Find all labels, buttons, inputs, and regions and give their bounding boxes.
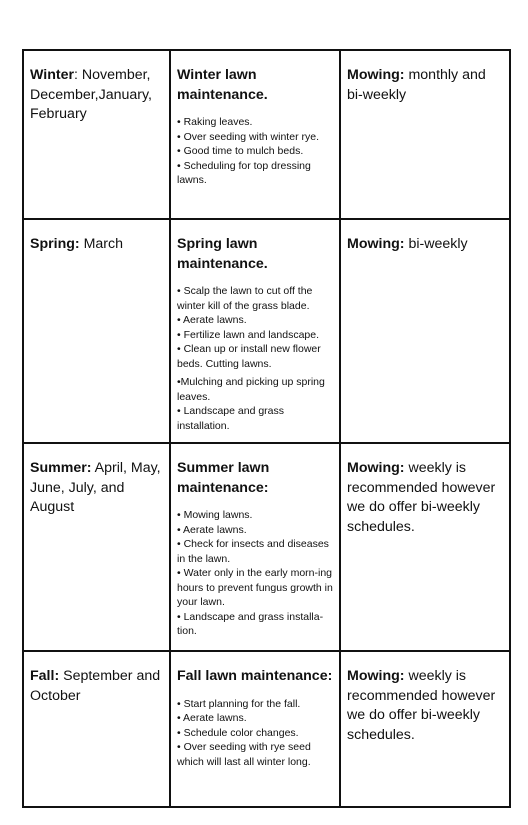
task-item: • Mowing lawns. xyxy=(177,509,253,521)
mowing-label: Mowing: xyxy=(347,668,405,684)
mowing-label: Mowing: xyxy=(347,460,405,476)
season-cell xyxy=(23,443,170,651)
season-months: April, May, June, July, and August xyxy=(30,460,161,515)
season-months: September and October xyxy=(30,668,161,704)
task-item: • Aerate lawns. xyxy=(177,314,247,326)
mowing-cell xyxy=(340,219,510,443)
mowing-frequency: monthly and bi-weekly xyxy=(347,67,486,103)
task-item: • Raking leaves. xyxy=(177,116,253,128)
task-item: • Landscape and grass installa-tion. xyxy=(177,610,324,637)
task-item: • Over seeding with rye seed which will last all winter long. xyxy=(177,741,311,768)
tasks-cell xyxy=(170,651,340,807)
task-item: • Check for insects and diseases in the lawn. xyxy=(177,538,329,565)
tasks-title: Winter lawn maintenance. xyxy=(177,67,268,103)
task-item: • Clean up or install new flower beds. Cutting lawns. xyxy=(177,343,321,370)
task-item: • Aerate lawns. xyxy=(177,523,247,536)
task-item: • Aerate lawns. xyxy=(177,712,247,724)
tasks-title: Summer lawn maintenance: xyxy=(177,460,270,496)
season-name: Spring: xyxy=(30,236,80,252)
season-cell xyxy=(23,50,170,219)
task-item: • Schedule color changes. xyxy=(177,726,299,739)
mowing-label: Mowing: xyxy=(347,67,405,83)
task-item: • Start planning for the fall. xyxy=(177,697,301,710)
mowing-frequency: bi-weekly xyxy=(404,236,468,252)
task-item: • Good time to mulch beds. xyxy=(177,145,304,157)
tasks-cell xyxy=(170,50,340,219)
task-item: • Scalp the lawn to cut off the winter kill of the grass blade. xyxy=(177,285,313,312)
tasks-cell xyxy=(170,443,340,651)
table-row-winter xyxy=(23,50,510,219)
tasks-title: Fall lawn maintenance: xyxy=(177,668,333,684)
season-months: : November, December,January, February xyxy=(30,67,152,122)
task-item: • Fertilize lawn and landscape. xyxy=(177,328,320,341)
mowing-cell xyxy=(340,50,510,219)
mowing-label: Mowing: xyxy=(347,236,405,252)
mowing-frequency: weekly is recommended however we do offer bi-weekly schedules. xyxy=(347,668,496,743)
tasks-title: Spring lawn maintenance. xyxy=(177,236,268,272)
season-months: March xyxy=(79,236,124,252)
task-item: • Landscape and grass installation. xyxy=(177,405,284,432)
task-item: •Mulching and picking up spring leaves. xyxy=(177,376,325,403)
task-item: • Scheduling for top dressing lawns. xyxy=(177,159,311,186)
table-row-fall xyxy=(23,651,510,807)
tasks-cell xyxy=(170,219,340,443)
mowing-cell xyxy=(340,651,510,807)
season-name: Summer: xyxy=(30,460,92,476)
season-name: Fall: xyxy=(30,668,60,684)
season-name: Winter xyxy=(30,67,75,83)
table-row-spring xyxy=(23,219,510,443)
mowing-frequency: weekly is recommended however we do offer bi-weekly schedules. xyxy=(347,460,496,535)
task-item: • Over seeding with winter rye. xyxy=(177,130,319,143)
season-cell xyxy=(23,219,170,443)
mowing-cell xyxy=(340,443,510,651)
table-row-summer xyxy=(23,443,510,651)
task-item: • Water only in the early morn-ing hours to prevent fungus growth in your lawn. xyxy=(177,567,333,608)
season-cell xyxy=(23,651,170,807)
lawn-schedule-table xyxy=(22,49,511,808)
